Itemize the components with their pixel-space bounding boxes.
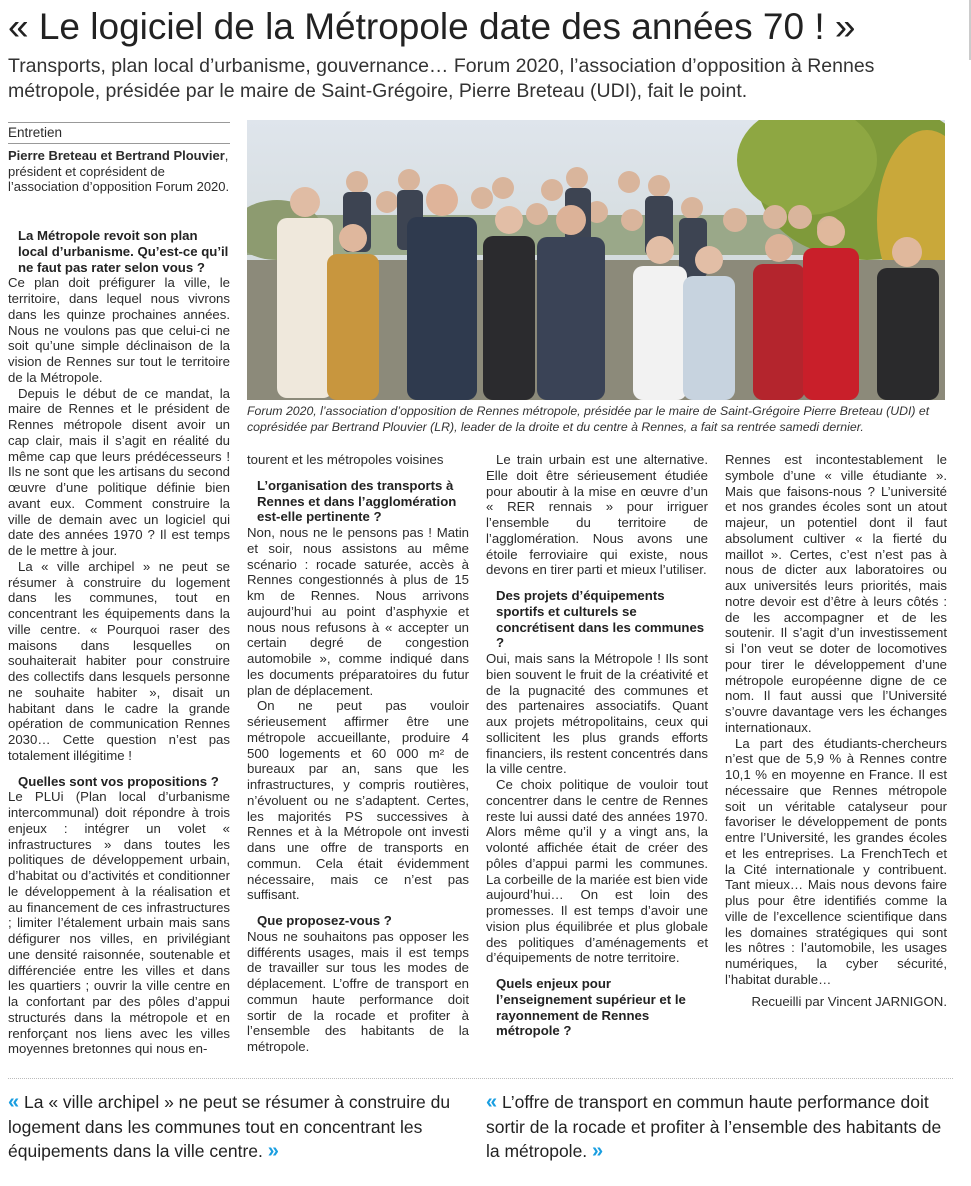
question-heading: Quels enjeux pour l’enseignement supérieur et le rayonnement de Rennes métropole ? [496,976,686,1039]
open-quote-icon: « [486,1091,498,1113]
article-column-3 [486,452,708,1039]
answer-paragraph: Nous ne souhaitons pas opposer les différents usages, mais il est temps de travailler sur tous les modes de déplacement. L’offre de transport en commun haute performance doit sortir de la rocade et profiter à l’ensemble des habitants de la métropole. [247,928,469,1054]
pull-quote-text: L’offre de transport en commun haute performance doit sortir de la rocade et profiter à l’ensemble des habitants de la métropole. [486,1092,942,1161]
close-quote-icon: » [592,1140,604,1162]
question-heading: La Métropole revoit son plan local d’urbanisme. Qu’est-ce qu’il ne faut pas rater selon vous ? [18,228,229,275]
answer-paragraph: Oui, mais sans la Métropole ! Ils sont bien souvent le fruit de la créativité et de la pugnacité des communes et des partenaires associatifs. Quant aux projets métropolitains, ceux qui sollicitent les plus grands efforts financiers, ils restent concentrés dans la ville centre. [486,651,708,777]
answer-paragraph: Depuis le début de ce mandat, la maire de Rennes et le président de Rennes métropole disent avoir un cap clair, mais il s’agit en réalité du même cap que leurs prédécesseurs ! Ils ne sont que les artisans du second œuvre d’une politique définie bien avant eux. Comment construire la ville de demain avec un logiciel qui date des années 1970 ? Il est temps de le mettre à jour. [8,385,230,558]
section-label: Entretien [8,122,230,144]
answer-paragraph: Le train urbain est une alternative. Elle doit être sérieusement étudiée pour aboutir à la mise en œuvre d’un « RER rennais » pour irriguer l’ensemble du territoire de l’agglomération. Nous avons une étoile ferroviaire qui existe, nous devons en tirer parti et mieux l’utiliser. [486,452,708,578]
question-heading: Quelles sont vos propositions ? [18,773,219,789]
interviewees-intro [8,148,230,195]
article-column-4 [725,452,947,1009]
article-title: « Le logiciel de la Métropole date des années 70 ! » [8,6,856,47]
answer-paragraph: Non, nous ne le pensons pas ! Matin et soir, nous assistons au même scénario : rocade saturée, accès à Rennes congestionnés à plus de 15 km de Rennes. Nous arrivons aujourd’hui au point d’asphyxie et nous nous refusons à « accepter un certain degré de congestion automobile », comme indiqué dans les documents préparatoires du futur plan de déplacement. [247,525,469,698]
question-heading: L’organisation des transports à Rennes et dans l’agglomération est-elle pertinente ? [257,477,457,525]
interviewees-description: , président et coprésident de l’association d’opposition Forum 2020. [8,148,230,194]
pull-quote-divider [8,1078,953,1079]
question-heading: Des projets d’équipements sportifs et culturels se concrétisent dans les communes ? [496,588,705,651]
answer-paragraph: Rennes est incontestablement le symbole d’une « ville étudiante ». Mais que faisons-nous ? L’université et nos grandes écoles sont un atout majeur, un potentiel dont il faut absolument cultiver « la fierté du maillot ». Certes, c’est n’est pas à nous de dicter aux laboratoires ou aux universités leurs priorités, mais notre devoir est d’être à leurs côtés : de les accompagner et de les soutenir. Il s’agit d’un investissement si l’on veut se doter de locomotives pour tirer le développement d’une métropole européenne digne de ce nom. Il faut aussi que l’Université s’ouvre davantage vers les échanges internationaux. [725,452,947,735]
answer-paragraph: On ne peut pas vouloir sérieusement affirmer être une métropole accueillante, produire 4 500 logements et 60 000 m² de bureaux par an, sans que les infrastructures, y compris routières, n’évoluent ou ne s’adaptent. Certes, les majorités PS successives à Rennes et à la Métropole ont investi dans une offre de transports en commun. Cela était évidemment nécessaire, mais ce n’est pas suffisant. [247,698,469,903]
answer-paragraph: La « ville archipel » ne peut se résumer à construire du logement dans les communes, tout en concentrant les équipements dans la ville centre. « Pourquoi raser des maisons dans lesquelles on souhaiterait habiter pour construire des collectifs dans lesquels personne ne souhaite habiter », disait un habitant dans le cadre la grande opération de communication Rennes 2030… Cette question n’est pas totalement illégitime ! [8,558,230,763]
answer-paragraph: Le PLUi (Plan local d’urbanisme intercommunal) doit répondre à trois enjeux : intégrer un volet « infrastructures » dans toutes les politiques de développement urbain, d’habitat ou d’activités et conditionner le développement à la réalisation et au financement de ces infrastructures ; limiter l’étalement urbain mais sans défigurer nos villes, en privilégiant une densité raisonnée, soutenable et différenciée entre les villes et dans les quartiers ; ouvrir la ville centre en la confortant par des pôles d’appui structurés dans la métropole et en renforçant nos liens avec les villes moyennes bretonnes qui nous en- [8,789,230,1057]
photo-caption: Forum 2020, l’association d’opposition de Rennes métropole, présidée par le maire de Saint-Grégoire Pierre Breteau (UDI) et coprésidée par Bertrand Plouvier (LR), leader de la droite et du centre à Rennes, a fait sa rentrée samedi dernier. [247,404,930,434]
pull-quote-2 [486,1090,956,1164]
answer-paragraph: tourent et les métropoles voisines [247,452,444,467]
question-heading: Que proposez-vous ? [257,913,392,928]
open-quote-icon: « [8,1091,20,1113]
article-column-2 [247,452,469,1055]
pull-quote-1 [8,1090,473,1164]
interviewees-names: Pierre Breteau et Bertrand Plouvier [8,148,225,163]
group-photo [247,120,945,400]
close-quote-icon: » [267,1140,279,1162]
group-photo-image [247,120,945,400]
pull-quote-text: La « ville archipel » ne peut se résumer à construire du logement dans les communes tout en concentrant les équipements dans la ville centre. [8,1092,451,1161]
answer-paragraph: Ce plan doit préfigurer la ville, le territoire, dans lequel nous vivrons dans les quinze prochaines années. Nous ne voulons pas que celui-ci ne soit qu’une simple déclinaison de la vision de Rennes sur tout le territoire de la Métropole. [8,275,230,385]
article-column-1 [8,228,230,1057]
answer-paragraph: Ce choix politique de vouloir tout concentrer dans le centre de Rennes reste lui aussi daté des années 1970. Alors même qu’il y a vingt ans, la volonté affichée était de créer des pôles d’appui parmi les communes. La corbeille de la mariée est bien vide aujourd’hui… On est loin des promesses. Il est temps d’avoir une vision plus équilibrée et plus globale des politiques d’aménagements et d’équipements de notre territoire. [486,777,708,966]
article-standfirst: Transports, plan local d’urbanisme, gouvernance… Forum 2020, l’association d’opposition à Rennes métropole, présidée par le maire de Saint-Grégoire, Pierre Breteau (UDI), fait le point. [8,55,875,102]
byline: Recueilli par Vincent JARNIGON. [751,993,947,1009]
answer-paragraph: La part des étudiants-chercheurs n’est que de 5,9 % à Rennes contre 10,1 % en moyenne en France. Il est nécessaire que Rennes métropole soit un véritable catalyseur pour favoriser le développement de ponts entre l’Université, les grandes écoles et les entreprises. La FrenchTech et la Cité internationale y contribuent. Tant mieux… Mais nous devons faire plus pour être identifiés comme la ville de l’excellence scientifique dans les domaines stratégiques qui sont les nôtres : l’automobile, les usages numériques, la cyber sécurité, l’habitat durable… [725,735,947,987]
